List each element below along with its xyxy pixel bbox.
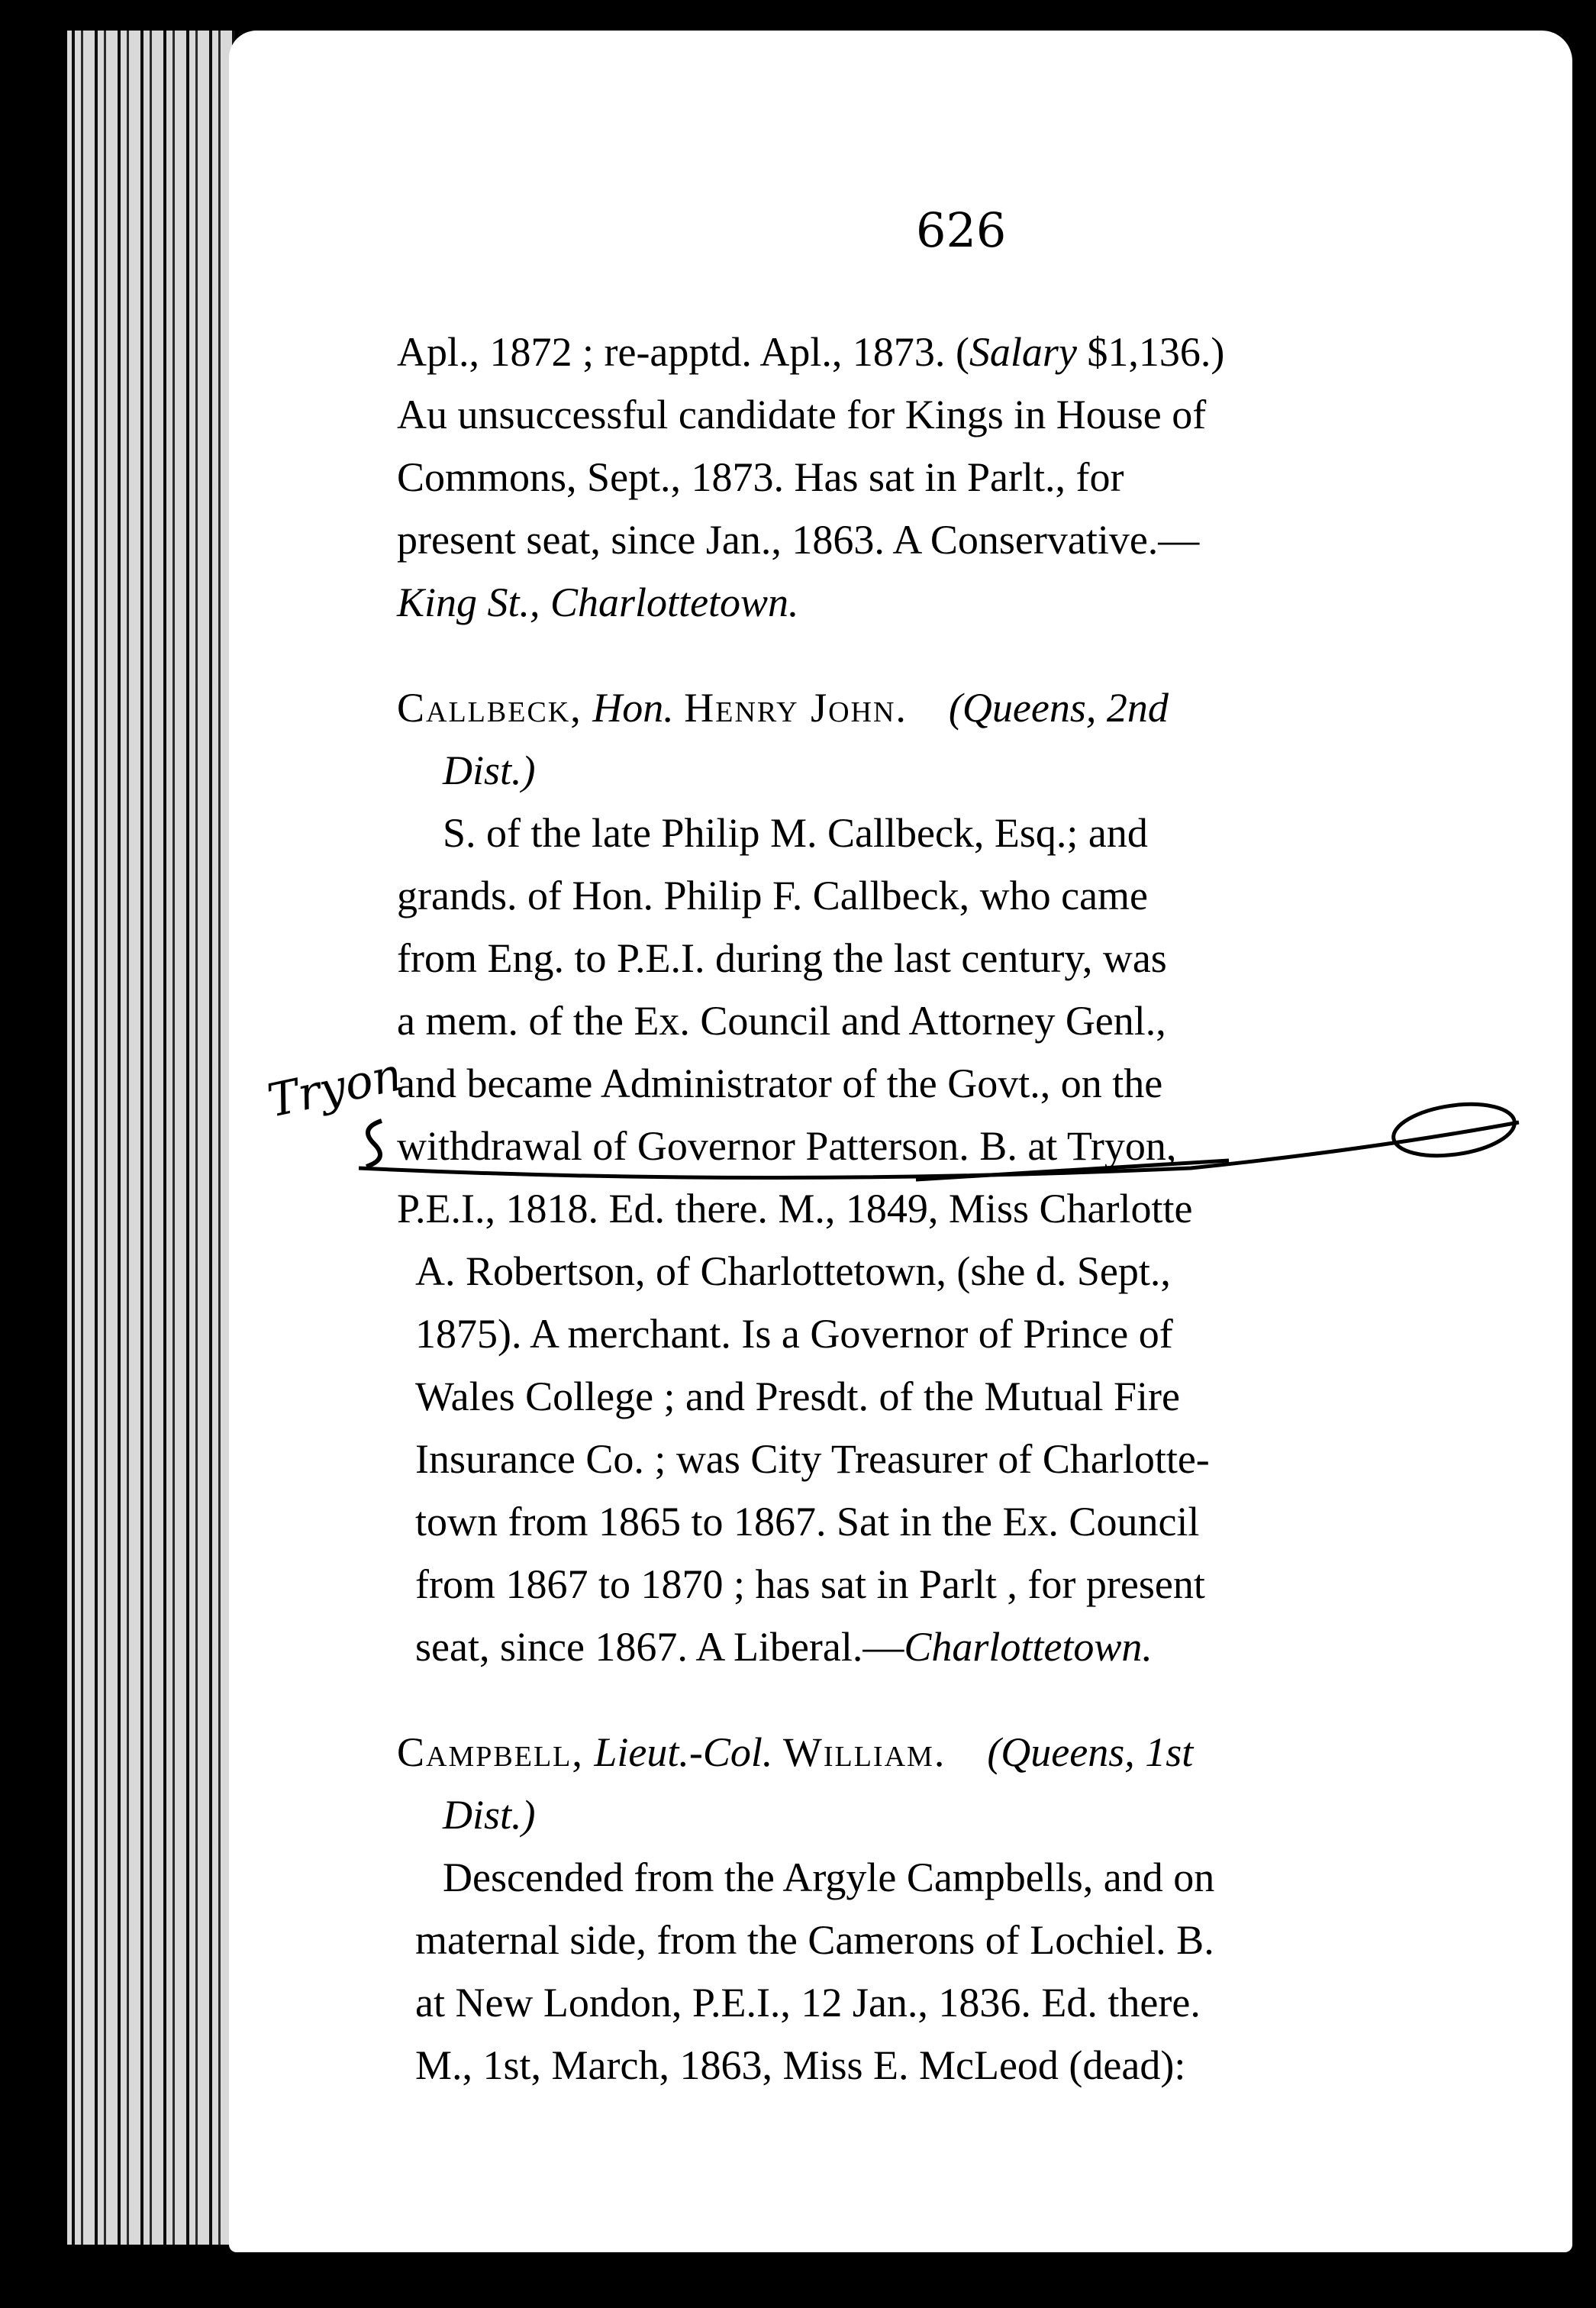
text-line: present seat, since Jan., 1863. A Conservative.— [397,517,1200,563]
handwritten-bracket-mark [366,1121,382,1167]
page-number: 626 [916,202,1007,258]
text-line: Au unsuccessful candidate for Kings in House of [397,392,1207,437]
text-line: Wales College ; and Presdt. of the Mutual Fire [415,1374,1180,1419]
text-line: M., 1st, March, 1863, Miss E. McLeod (dead): [415,2042,1186,2088]
text-line: withdrawal of Governor Patterson. B. at Tryon, [397,1123,1177,1169]
text-line: from 1867 to 1870 ; has sat in Parlt , for present [415,1561,1205,1607]
text-line: Apl., 1872 ; re-apptd. Apl., 1873. (Salary $1,136.) [397,329,1225,375]
text-line: a mem. of the Ex. Council and Attorney Genl., [397,998,1166,1044]
text-line: seat, since 1867. A Liberal.—Charlottetown. [415,1624,1153,1670]
text-line: grands. of Hon. Philip F. Callbeck, who came [397,873,1149,918]
text-line: 1875). A merchant. Is a Governor of Prince of [415,1311,1173,1357]
text-line: Insurance Co. ; was City Treasurer of Charlotte- [415,1436,1210,1482]
text-line: King St., Charlottetown. [397,579,799,625]
text-line: at New London, P.E.I., 12 Jan., 1836. Ed. there. [415,1980,1201,2026]
text-line: and became Administrator of the Govt., on the [397,1060,1163,1106]
entry-heading-campbell: Campbell, Lieut.-Col. William. (Queens, 1st [397,1729,1194,1775]
entry-heading-callbeck: Callbeck, Hon. Henry John. (Queens, 2nd [397,685,1169,731]
text-line: P.E.I., 1818. Ed. there. M., 1849, Miss Charlotte [397,1186,1193,1231]
text-line: maternal side, from the Camerons of Lochiel. B. [415,1917,1214,1963]
handwritten-underline [359,1122,1519,1178]
entry-district: Dist.) [443,747,536,793]
text-line: S. of the late Philip M. Callbeck, Esq.; and [443,810,1148,856]
text-line: Commons, Sept., 1873. Has sat in Parlt., for [397,454,1124,500]
text-line: A. Robertson, of Charlottetown, (she d. Sept., [415,1248,1171,1294]
handwritten-circle-mark [1390,1097,1517,1163]
text-line: town from 1865 to 1867. Sat in the Ex. Council [415,1499,1200,1545]
text-line: from Eng. to P.E.I. during the last century, was [397,935,1167,981]
text-line: Descended from the Argyle Campbells, and on [443,1854,1215,1900]
entry-district: Dist.) [443,1792,536,1838]
handwritten-margin-note: Tryon [263,1047,407,1128]
